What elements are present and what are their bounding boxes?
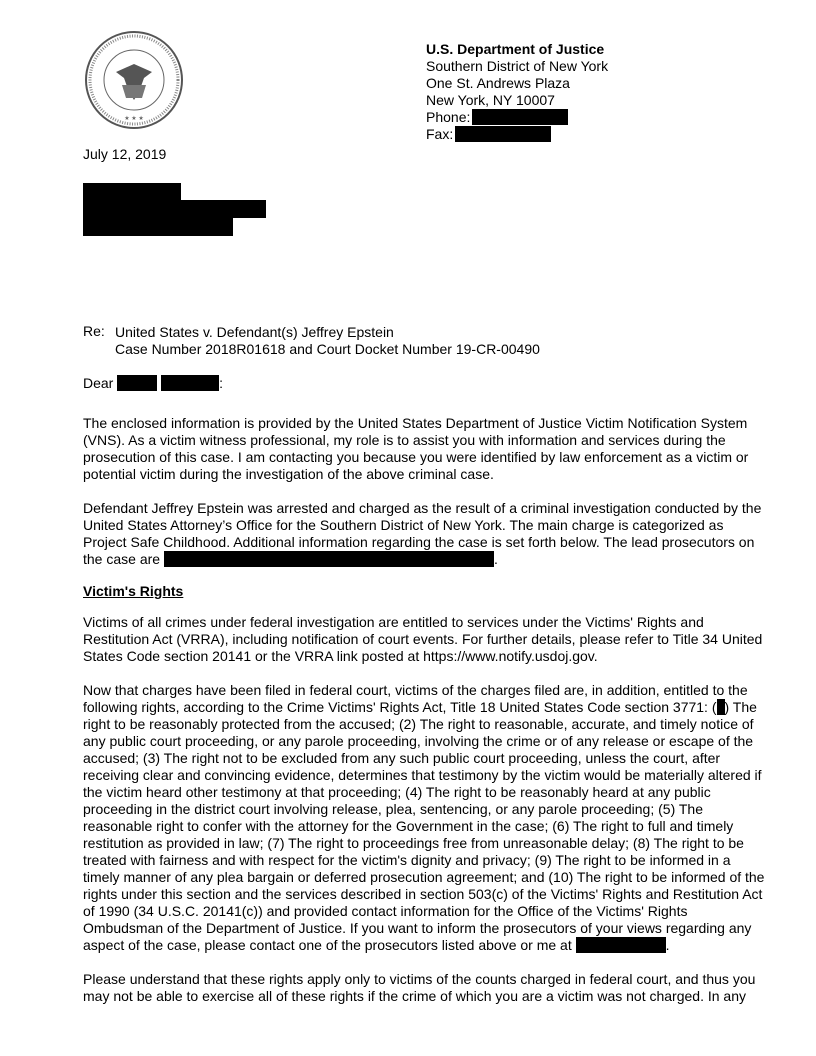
rights-line [83,937,670,954]
fax-line [426,126,551,143]
text-line: receiving clear and convincing evidence, determines that testimony by the victim would be materially altered if [83,767,762,783]
text-line: The enclosed information is provided by the United States Department of Justice Victim Notification System [83,415,748,431]
re-line-1: United States v. Defendant(s) Jeffrey Epstein [115,324,394,340]
rights-line: Now that charges have been filed in federal court, victims of the charges filed are, in addition, entitled to the [83,682,748,698]
address-line-2: New York, NY 10007 [426,92,555,108]
text: ) The [724,699,757,715]
section-heading-victims-rights: Victim's Rights [83,583,184,599]
phone-line [426,109,568,126]
redaction [161,375,219,391]
re-label: Re: [83,323,105,339]
redaction [117,375,157,391]
text-line: rights under this section and the services described in section 503(c) of the Victims' Rights and Restitution Act [83,886,763,902]
address-line-1: One St. Andrews Plaza [426,75,570,91]
text: the case are [83,551,161,567]
redaction [455,126,551,142]
text-line: right to be reasonably protected from the accused; (2) The right to reasonable, accurate, and timely notice of [83,716,754,732]
text-line: reasonable right to confer with the attorney for the Government in the case; (6) The right to full and timely [83,818,734,834]
text-line: Restitution Act (VRRA), including notification of court events. For further details, please refer to Title 34 United [83,631,763,647]
re-line-2: Case Number 2018R01618 and Court Docket Number 19-CR-00490 [115,341,540,357]
text-line: accused; (3) The right not to be excluded from any such public court proceeding, unless the court, after [83,750,721,766]
text-line: Victims of all crimes under federal investigation are entitled to services under the Victims' Rights and [83,614,704,630]
text: following rights, according to the Crime Victims' Rights Act, Title 18 United States Code section 3771: ( [83,699,717,715]
letter-date: July 12, 2019 [83,146,167,162]
fax-label: Fax: [426,126,454,142]
doj-seal-logo [84,30,184,130]
rights-line [83,699,757,716]
redaction [472,109,568,125]
text: . [665,937,670,953]
text-line: restitution as provided in law; (7) The right to proceedings free from unreasonable delay; (8) The right to be [83,835,744,851]
office-name: Southern District of New York [426,58,609,74]
text-line: any public court proceeding, or any parole proceeding, involving the crime or of any release or escape of the [83,733,754,749]
redaction-recipient-name [83,183,181,200]
redaction-recipient-city [83,218,233,236]
prosecutors-line [83,551,498,568]
text: . [493,551,498,567]
text-line: timely manner of any plea bargain or deferred prosecution agreement; and (10) The right to be informed of the [83,869,765,885]
text-line: prosecution of this case. I am contacting you because you were identified by law enforcement as a victim or [83,449,749,465]
svg-text:★ ★ ★: ★ ★ ★ [124,116,144,122]
text-line: (VNS). As a victim witness professional, my role is to assist you with information and services during the [83,432,726,448]
redaction-recipient-address [83,200,266,218]
text-line: may not be able to exercise all of these rights if the crime of which you are a victim was not charged. In any [83,988,746,1004]
text-line: Please understand that these rights apply only to victims of the counts charged in federal court, and thus you [83,971,756,987]
text-line: United States Attorney’s Office for the Southern District of New York. The main charge is categorized as [83,517,724,533]
text-line: proceeding in the district court involving release, plea, sentencing, or any parole proceeding; (5) The [83,801,703,817]
text-line: potential victim during the investigation of the above criminal case. [83,466,494,482]
text-line: treated with fairness and with respect for the victim's dignity and privacy; (9) The right to be informed in a [83,852,731,868]
text-line: Defendant Jeffrey Epstein was arrested and charged as the result of a criminal investigation conducted by the [83,500,762,516]
agency-name: U.S. Department of Justice [426,41,605,57]
text: aspect of the case, please contact one of the prosecutors listed above or me at [83,937,572,953]
salutation [83,375,223,392]
text-line: the victim heard other testimony at that proceeding; (4) The right to be reasonably heard at any public [83,784,711,800]
redaction [164,551,494,567]
redaction [717,699,725,715]
text-line: Project Safe Childhood. Additional information regarding the case is set forth below. The lead prosecutors on [83,534,755,550]
redaction [576,937,666,953]
phone-label: Phone: [426,109,471,125]
text-line: Ombudsman of the Department of Justice. If you want to inform the prosecutors of your views regarding any [83,920,752,936]
salutation-prefix: Dear [83,375,114,391]
salutation-suffix: : [219,375,224,391]
text-line: of 1990 (34 U.S.C. 20141(c)) and provided contact information for the Office of the Victims' Rights [83,903,688,919]
text-line: States Code section 20141 or the VRRA link posted at https://www.notify.usdoj.gov. [83,648,598,664]
